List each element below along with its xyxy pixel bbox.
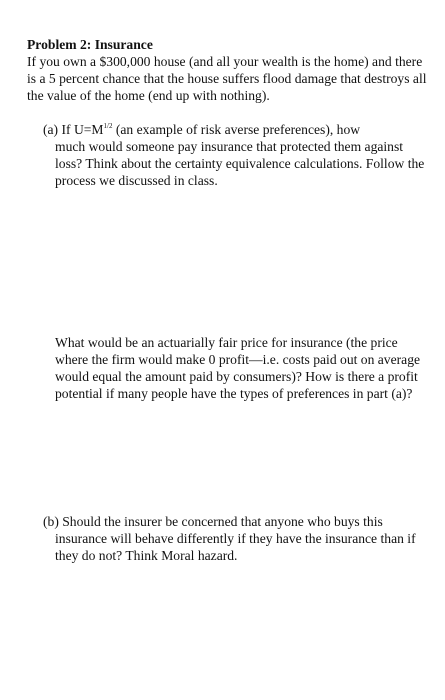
- fair-price-question: What would be an actuarially fair price for insurance (the price where the firm would make 0 profit—i.e. costs paid out on average would equal the amount paid by consumers)? How is there a profit potential if many people have the types of preferences in part (a)?: [55, 335, 421, 401]
- problem-intro: If you own a $300,000 house (and all your wealth is the home) and there is a 5 percent chance that the house suffers flood damage that destroys all the value of the home (end up with nothing).: [27, 54, 427, 103]
- part-b-continuation: insurance will behave differently if they have the insurance than if they do not? Think Moral hazard.: [55, 531, 416, 563]
- problem-title: Problem 2: Insurance: [27, 37, 153, 52]
- part-a-line1-rest: (an example of risk averse preferences), how: [112, 122, 361, 137]
- question-part-b: [43, 513, 433, 564]
- utility-exponent: 1/2: [103, 122, 113, 130]
- part-a-first-line: [43, 121, 433, 138]
- part-a-prefix: (a) If U=M: [43, 122, 104, 137]
- question-part-a: [43, 121, 433, 189]
- part-a-continuation: much would someone pay insurance that protected them against loss? Think about the certainty equivalence calculations. Follow the process we discussed in class.: [55, 139, 425, 188]
- part-b-first-line: (b) Should the insurer be concerned that anyone who buys this: [43, 514, 383, 529]
